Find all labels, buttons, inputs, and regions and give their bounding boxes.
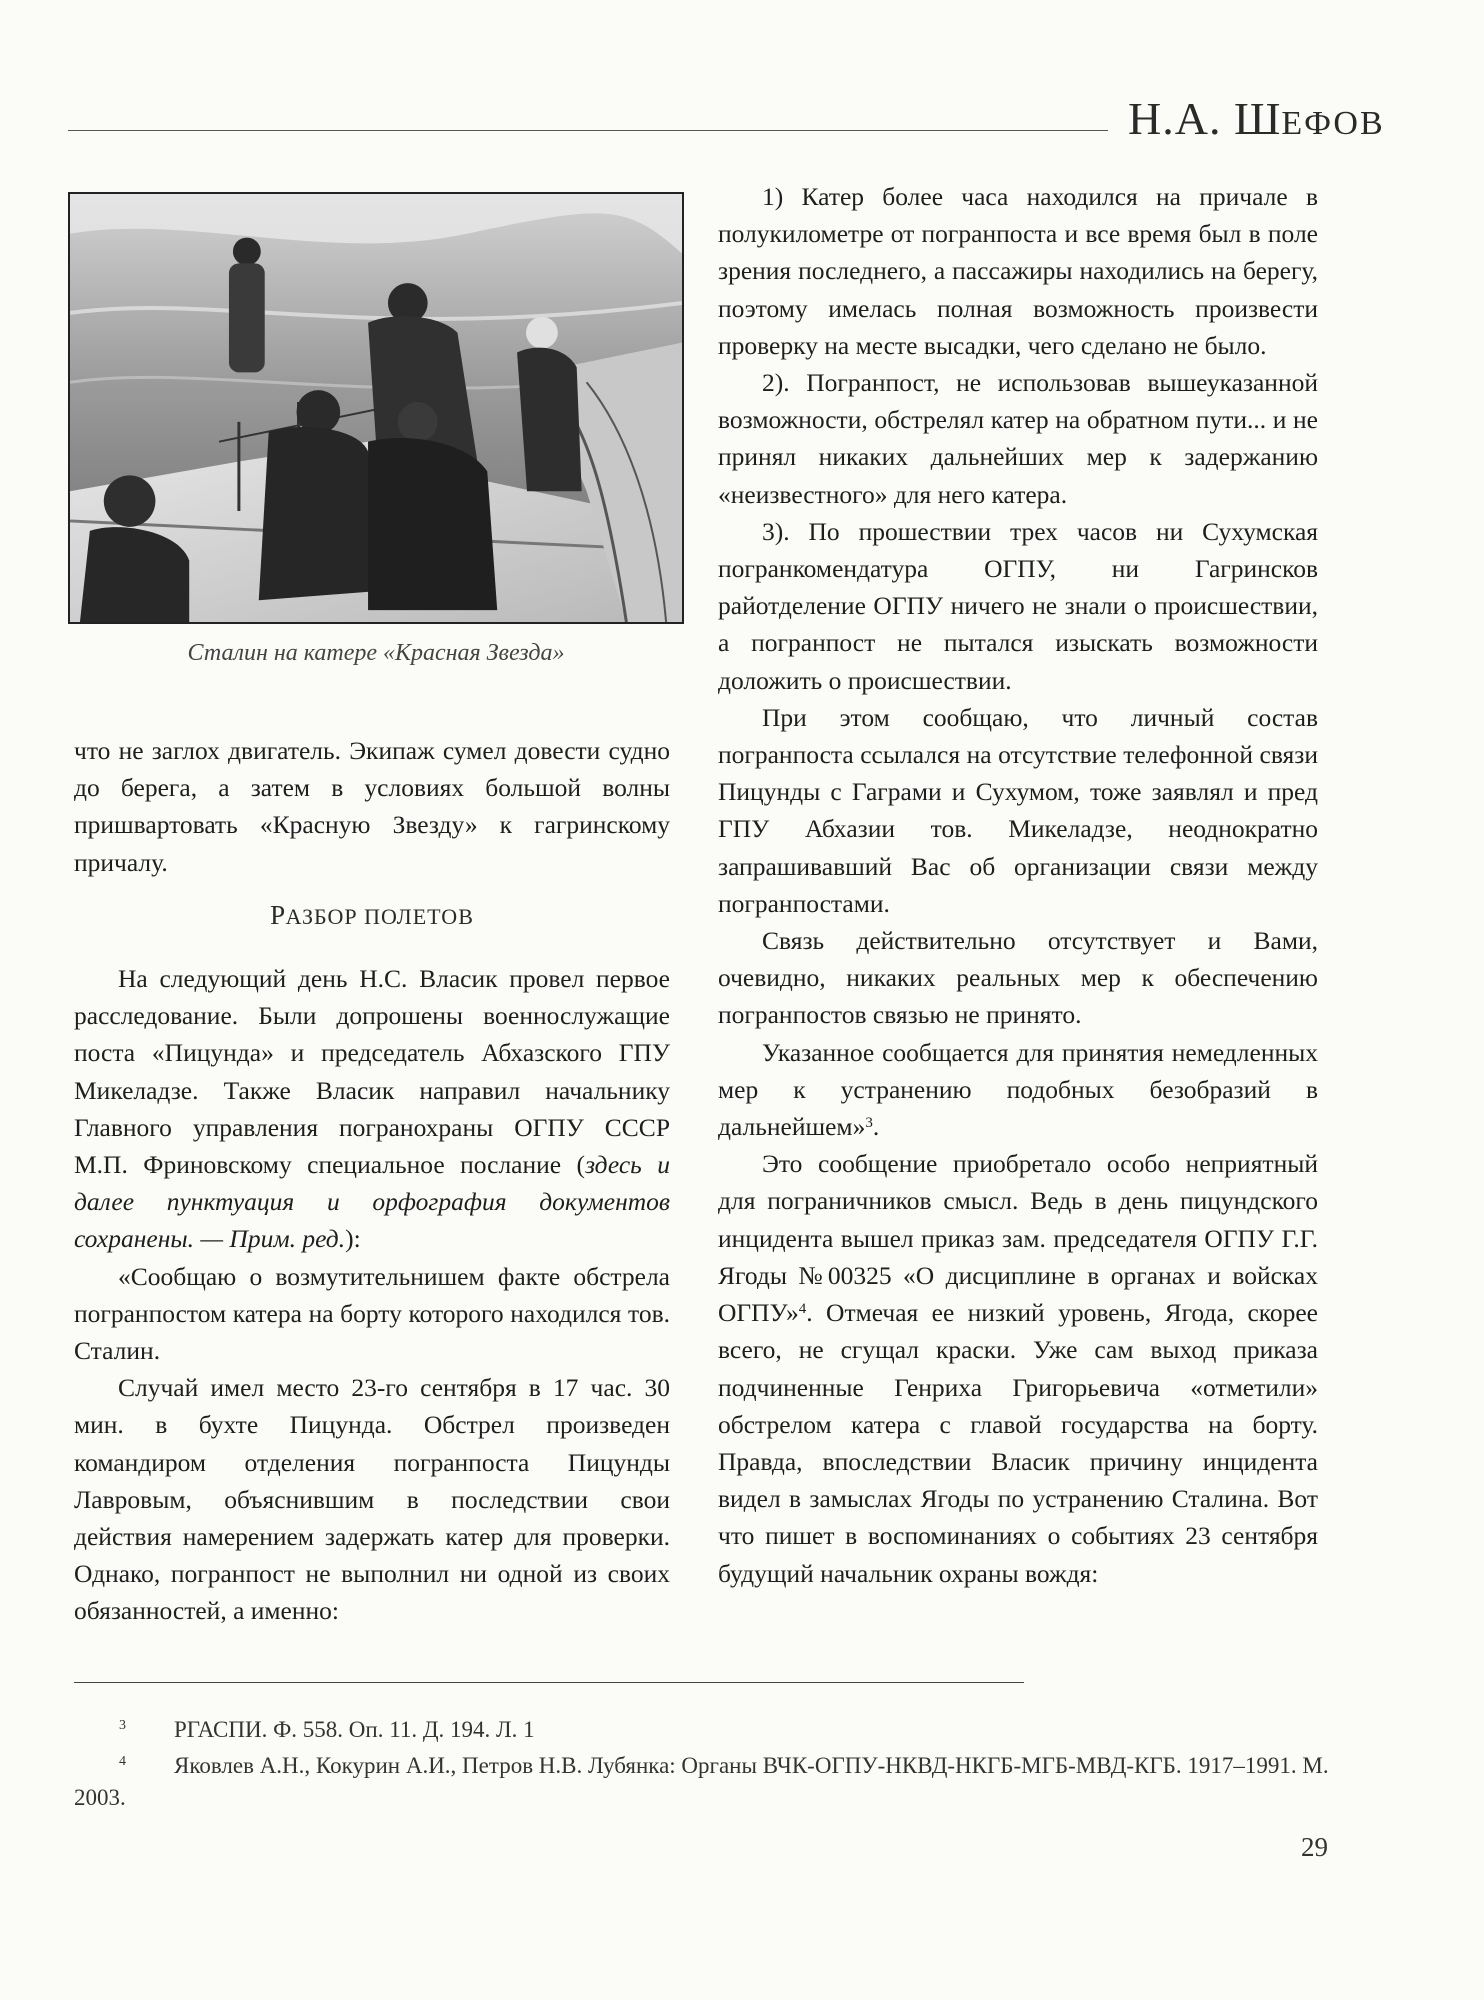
footnotes	[74, 1714, 1334, 1818]
paragraph-incident: Случай имел место 23-го сентября в 17 час. 30 мин. в бухте Пицунда. Обстрел произведен командиром отделения погранпоста Пицунды Лавровым, объяснившим в последствии свои действия намерением задержать катер для проверки. Однако, погранпост не выполнил ни одной из своих обязанностей, а именно:	[74, 1373, 670, 1626]
section-heading-rest: АЗБОР ПОЛЕТОВ	[285, 904, 474, 929]
paragraph-order-text-a: Это сообщение приобретало особо неприятный для пограничников смысл. Ведь в день пицундского инцидента вышел приказ зам. председателя ОГПУ Г.Г. Ягоды №00325 «О дисциплине в органах и войсках ОГПУ»	[718, 1149, 1318, 1328]
footnote-rule	[74, 1682, 1024, 1683]
footnote-text: РГАСПИ. Ф. 558. Оп. 11. Д. 194. Л. 1	[174, 1717, 535, 1742]
paragraph-order-text-b: . Отмечая ее низкий уровень, Ягода, скорее всего, не сгущал краски. Уже сам выход приказа подчиненные Генриха Григорьевича «отметили» обстрелом катера с главой государства на борту. Правда, впоследствии Власик причину инцидента видел в замыслах Ягоды по устранению Сталина. Вот что пишет в воспоминаниях о событиях 23 сентября будущий начальник охраны вождя:	[718, 1298, 1318, 1588]
section-heading	[74, 900, 670, 931]
left-column-bottom	[74, 960, 670, 1630]
footnote-ref-3[interactable]: 3	[865, 1115, 873, 1132]
section-heading-initial: Р	[270, 900, 286, 930]
paragraph-point-1: 1) Катер более часа находился на причале в полукилометре от погранпоста и все время был в поле зрения последнего, а пассажиры находились на берегу, поэтому имелась полная возможность произвести проверку на месте высадки, чего сделано не было.	[718, 182, 1318, 360]
paragraph-investigation	[74, 960, 670, 1258]
header-rule	[68, 130, 1108, 131]
paragraph-investigation-text: На следующий день Н.С. Власик провел первое расследование. Были допрошены военнослужащие поста «Пицунда» и председатель Абхазского ГПУ Микеладзе. Также Власик направил начальнику Главного управления погранохраны ОГПУ СССР М.П. Фриновскому специальное послание (	[74, 964, 670, 1180]
footnote-text: Яковлев А.Н., Кокурин А.И., Петров Н.В. Лубянка: Органы ВЧК-ОГПУ-НКВД-НКГБ-МГБ-МВД-КГБ. 1917–1991. М. 2003.	[74, 1753, 1329, 1810]
photo-stalin-on-boat	[68, 192, 684, 624]
right-column	[718, 178, 1318, 1592]
page-number: 29	[1301, 1832, 1328, 1862]
figure-caption: Сталин на катере «Красная Звезда»	[187, 640, 565, 666]
paragraph-no-communication: Связь действительно отсутствует и Вами, очевидно, никаких реальных мер к обеспечению погранпостов связью не принято.	[718, 926, 1318, 1030]
paragraph-investigation-end: ):	[345, 1224, 361, 1254]
paragraph-continuation: что не заглох двигатель. Экипаж сумел довести судно до берега, а затем в условиях большой волны пришвартовать «Красную Звезду» к гагринскому причалу.	[74, 736, 670, 877]
paragraph-point-2: 2). Погранпост, не использовав вышеуказанной возможности, обстрелял катер на обратном пути... и не принял никаких дальнейших мер к задержанию «неизвестного» для него катера.	[718, 368, 1318, 509]
paragraph-quote-end-period: .	[872, 1112, 880, 1142]
footnote-4: 4 Яковлев А.Н., Кокурин А.И., Петров Н.В. Лубянка: Органы ВЧК-ОГПУ-НКВД-НКГБ-МГБ-МВД-КГБ. 1917–1991. М. 2003.	[74, 1753, 1329, 1810]
footnote-3: 3 РГАСПИ. Ф. 558. Оп. 11. Д. 194. Л. 1	[119, 1717, 535, 1742]
footnote-ref-4[interactable]: 4	[798, 1301, 807, 1318]
photo-illustration	[70, 194, 682, 622]
paragraph-order	[718, 1145, 1318, 1591]
paragraph-point-3: 3). По прошествии трех часов ни Сухумская погранкомендатура ОГПУ, ни Гагринсков райотделение ОГПУ ничего не знали о происшествии, а погранпост не пытался изыскать возможности доложить о происшествии.	[718, 516, 1318, 695]
paragraph-quote-start: «Сообщаю о возмутительнишем факте обстрела погранпостом катера на борту которого находился тов. Сталин.	[74, 1261, 670, 1366]
author-surname-smallcaps: ЕФОВ	[1281, 105, 1385, 142]
paragraph-quote-end	[718, 1034, 1318, 1146]
paragraph-quote-end-text: Указанное сообщается для принятия немедленных мер к устранению подобных безобразий в дальнейшем»	[718, 1037, 1318, 1142]
running-header-author	[1128, 92, 1428, 145]
paragraph-communications: При этом сообщаю, что личный состав погранпоста ссылался на отсутствие телефонной связи Пицунды с Гаграми и Сухумом, тоже заявлял и пред ГПУ Абхазии тов. Микеладзе, неоднократно запрашивавший Вас об организации связи между погранпостами.	[718, 702, 1318, 918]
left-column-top	[74, 732, 670, 881]
editor-note-italic: здесь и далее пунктуация и орфография документов сохранены. — Прим. ред.	[74, 1150, 670, 1254]
author-initials: Н.А. Ш	[1128, 93, 1282, 144]
